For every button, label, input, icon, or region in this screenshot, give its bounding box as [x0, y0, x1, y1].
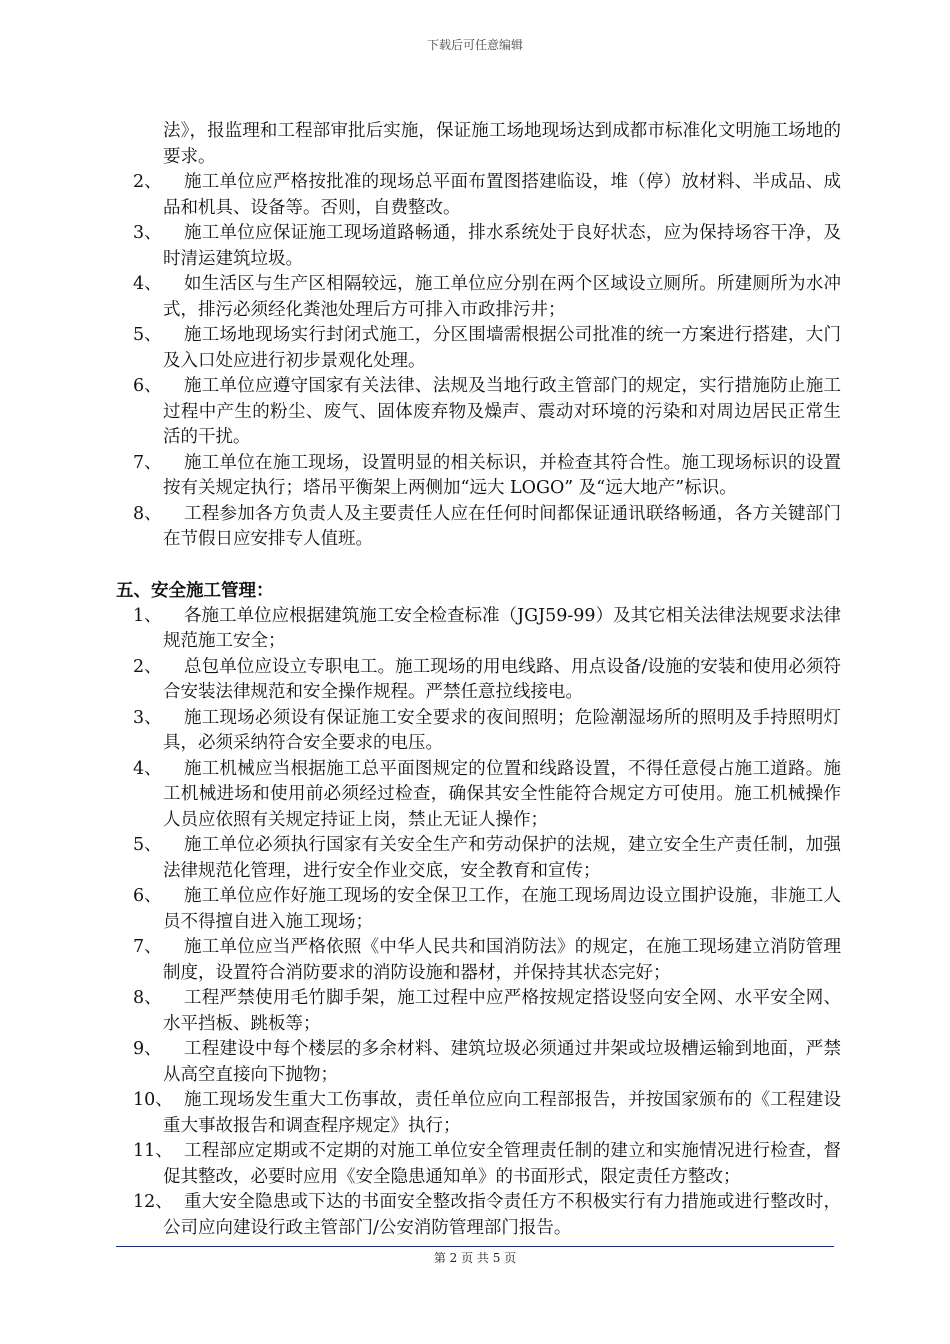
list-item: [133, 706, 841, 757]
section-4-tail: [0, 119, 950, 553]
item-number: 8、: [133, 503, 162, 524]
item-text: 施工现场必须设有保证施工安全要求的夜间照明；危险潮湿场所的照明及手持照明灯具，必须采纳符合安全要求的电压。: [163, 707, 841, 753]
list-item: [133, 986, 841, 1037]
document-body: [0, 119, 950, 1241]
section-5-list: [0, 604, 950, 1242]
item-number: 8、: [133, 988, 162, 1008]
item-number: 2、: [133, 172, 162, 192]
list-item: [133, 1139, 841, 1190]
item-text: 施工场地现场实行封闭式施工，分区围墙需根据公司批准的统一方案进行搭建，大门及入口处应进行初步景观化处理。: [163, 325, 841, 371]
item-text: 工程部应定期或不定期的对施工单位安全管理责任制的建立和实施情况进行检查，督促其整改，必要时应用《安全隐患通知单》的书面形式，限定责任方整改；: [163, 1141, 841, 1187]
item-number: 9、: [133, 1039, 162, 1059]
item-text: 施工单位应保证施工现场道路畅通，排水系统处于良好状态，应为保持场容干净，及时清运建筑垃圾。: [163, 223, 841, 269]
list-item: [133, 221, 841, 272]
item-text: 各施工单位应根据建筑施工安全检查标准（JGJ59-99）及其它相关法律法规要求法律规范施工安全；: [163, 605, 841, 651]
item-number: 3、: [133, 223, 162, 243]
item-text: 施工单位必须执行国家有关安全生产和劳动保护的法规，建立安全生产责任制，加强法律规范化管理，进行安全作业交底，安全教育和宣传；: [163, 835, 841, 881]
section-4-list: [0, 170, 950, 553]
item-number: 1、: [133, 605, 162, 626]
list-item: [133, 1190, 841, 1241]
item-number: 4、: [133, 274, 162, 294]
item-number: 5、: [133, 325, 162, 345]
list-item: [133, 1037, 841, 1088]
item-text: 施工单位应作好施工现场的安全保卫工作，在施工现场周边设立围护设施，非施工人员不得擅自进入施工现场；: [163, 886, 841, 932]
list-item: [133, 1088, 841, 1139]
section-5-heading: 五、安全施工管理：: [116, 580, 274, 601]
item-number: 2、: [133, 656, 162, 677]
list-item: [133, 757, 841, 834]
list-item: [133, 604, 841, 655]
item-text: 工程建设中每个楼层的多余材料、建筑垃圾必须通过井架或垃圾槽运输到地面，严禁从高空直接向下抛物；: [163, 1039, 841, 1085]
footer-divider: [116, 1246, 834, 1247]
list-item: [133, 170, 841, 221]
item-text: 施工单位应严格按批准的现场总平面布置图搭建临设，堆（停）放材料、半成品、成品和机具、设备等。否则，自费整改。: [163, 172, 841, 218]
item-text: 如生活区与生产区相隔较远，施工单位应分别在两个区域设立厕所。所建厕所为水冲式，排污必须经化粪池处理后方可排入市政排污井；: [163, 274, 841, 320]
list-item: [133, 451, 841, 502]
item-number: 10、: [133, 1090, 173, 1110]
item-text: 施工现场发生重大工伤事故，责任单位应向工程部报告，并按国家颁布的《工程建设重大事故报告和调查程序规定》执行；: [163, 1090, 841, 1136]
item-text: 重大安全隐患或下达的书面安全整改指令责任方不积极实行有力措施或进行整改时，公司应向建设行政主管部门/公安消防管理部门报告。: [163, 1192, 841, 1238]
item-number: 4、: [133, 758, 162, 779]
item-text: 总包单位应设立专职电工。施工现场的用电线路、用点设备/设施的安装和使用必须符合安装法律规范和安全操作规程。严禁任意拉线接电。: [163, 656, 841, 702]
item-number: 7、: [133, 452, 162, 473]
page-footer: 第 2 页 共 5 页: [433, 1251, 517, 1265]
list-item: [133, 374, 841, 451]
item-number: 11、: [133, 1141, 173, 1161]
item-number: 12、: [133, 1192, 173, 1212]
item-number: 5、: [133, 835, 162, 855]
continuation-paragraph: 法》，报监理和工程部审批后实施，保证施工场地现场达到成都市标准化文明施工场地的要求。: [163, 121, 841, 167]
item-number: 6、: [133, 886, 162, 906]
list-item: [133, 272, 841, 323]
item-number: 3、: [133, 707, 162, 728]
item-text: 施工单位在施工现场，设置明显的相关标识，并检查其符合性。施工现场标识的设置按有关规定执行；塔吊平衡架上两侧加“远大 LOGO” 及“远大地产”标识。: [163, 452, 841, 498]
item-text: 工程严禁使用毛竹脚手架，施工过程中应严格按规定搭设竖向安全网、水平安全网、水平挡板、跳板等；: [163, 988, 841, 1034]
item-text: 施工单位应遵守国家有关法律、法规及当地行政主管部门的规定，实行措施防止施工过程中产生的粉尘、废气、固体废弃物及燥声、震动对环境的污染和对周边居民正常生活的干扰。: [163, 376, 841, 447]
list-item: [133, 884, 841, 935]
item-text: 施工单位应当严格依照《中华人民共和国消防法》的规定，在施工现场建立消防管理制度，设置符合消防要求的消防设施和器材，并保持其状态完好；: [163, 937, 841, 983]
item-number: 6、: [133, 376, 162, 396]
page-header: 下载后可任意编辑: [426, 38, 523, 52]
list-item: [133, 502, 841, 553]
list-item: [133, 935, 841, 986]
item-text: 施工机械应当根据施工总平面图规定的位置和线路设置，不得任意侵占施工道路。施工机械进场和使用前必须经过检查，确保其安全性能符合规定方可使用。施工机械操作人员应依照有关规定持证上岗，禁止无证人操作；: [163, 758, 841, 830]
list-item: [133, 323, 841, 374]
item-text: 工程参加各方负责人及主要责任人应在任何时间都保证通讯联络畅通，各方关键部门在节假日应安排专人值班。: [163, 503, 841, 549]
list-item: [133, 655, 841, 706]
item-number: 7、: [133, 937, 162, 957]
list-item: [133, 833, 841, 884]
